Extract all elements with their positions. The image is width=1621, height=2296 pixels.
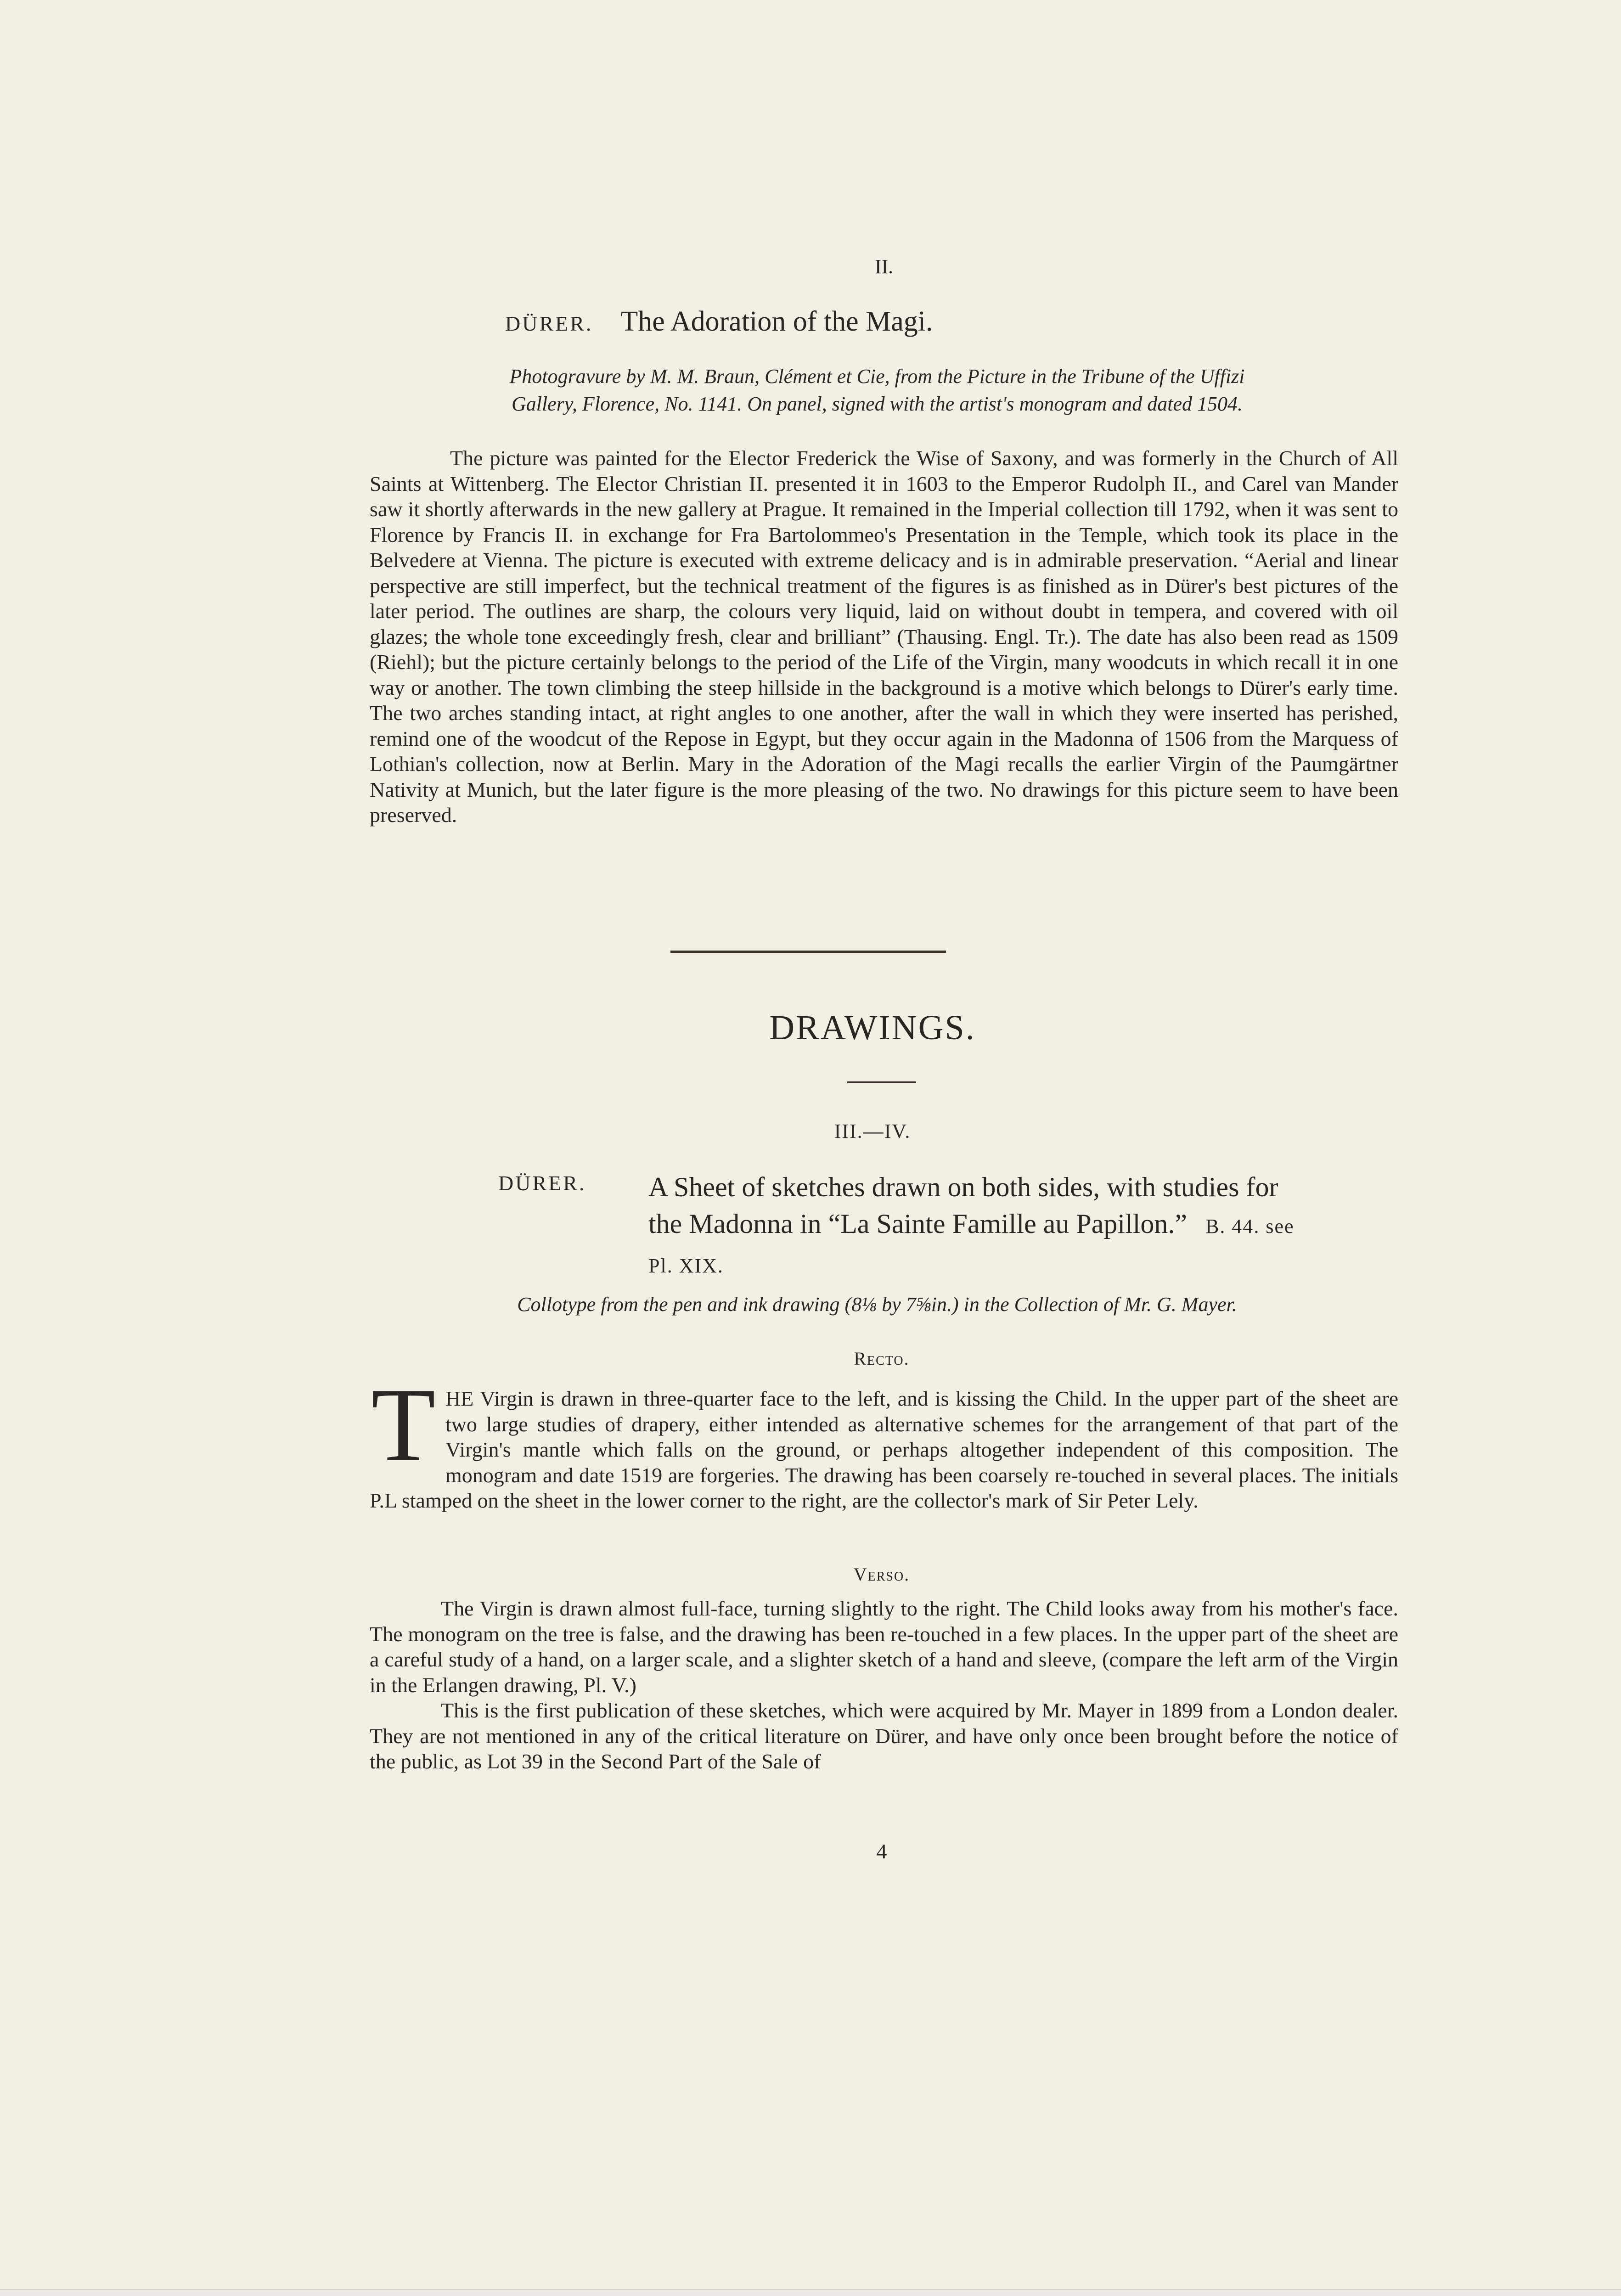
credit-line-2: Gallery, Florence, No. 1141. On panel, signed with the artist's monogram and dated 1504. [511,393,1243,415]
drawing-title-text: A Sheet of sketches drawn on both sides, with studies for the Madonna in “La Sainte Famille au Papillon.” [648,1172,1278,1239]
artwork-title: The Adoration of the Magi. [620,306,933,337]
recto-paragraph-text: HE Virgin is drawn in three-quarter face to the left, and is kissing the Child. In the upper part of the sheet are two large studies of drapery, either intended as alternative schemes for the arrangement of that part of the Virgin's mantle which falls on the ground, or perhaps altogether independent of this composition. The monogram and date 1519 are forgeries. The drawing has been coarsely re-touched in several places. The initials P.L stamped on the sheet in the lower corner to the right, are the collector's mark of Sir Peter Lely. [370,1387,1398,1512]
body-text [370,445,1398,828]
section-number: II. [874,255,894,278]
drop-cap-space [370,1386,445,1488]
artist-name: DÜRER. [498,1171,586,1195]
viewer-footer [0,2289,1621,2296]
short-rule [847,1081,916,1083]
verso-heading: Verso. [853,1564,910,1585]
recto-paragraph [370,1386,1398,1514]
recto-heading: Recto. [854,1348,910,1369]
credit-line-1: Photogravure by M. M. Braun, Clément et Cie, from the Picture in the Tribune of the Uffizi [509,365,1245,388]
section-heading [505,305,1240,338]
verso-paragraph: The Virgin is drawn almost full-face, turning slightly to the right. The Child looks away from his mother's face. The monogram on the tree is false, and the drawing has been re-touched in a few places. In the upper part of the sheet are a careful study of a hand, on a larger scale, and a slighter sketch of a hand and sleeve, (compare the left arm of the Virgin in the Erlangen drawing, Pl. V.) [370,1597,1398,1697]
credit-line [358,363,1396,418]
section-number: III.—IV. [834,1120,911,1142]
plate-reference: B. 44. see Pl. XIX. [648,1215,1295,1277]
verso-paragraph: This is the first publication of these sketches, which were acquired by Mr. Mayer in 1899 from a London dealer. They are not mentioned in any of the critical literature on Dürer, and have only once been brought before the notice of the public, as Lot 39 in the Second Part of the Sale of [370,1699,1398,1773]
drop-cap: T [371,1366,436,1483]
section-divider [670,951,946,953]
drawing-title [648,1169,1314,1284]
drawings-heading: DRAWINGS. [769,1008,976,1047]
page-number: 4 [876,1840,887,1863]
recto-text [370,1386,1398,1514]
verso-text [370,1596,1398,1774]
body-paragraph: The picture was painted for the Elector Frederick the Wise of Saxony, and was formerly in the Church of All Saints at Wittenberg. The Elector Christian II. presented it in 1603 to the Emperor Rudolph II., and Carel van Mander saw it shortly afterwards in the new gallery at Prague. It remained in the Imperial collection till 1792, when it was sent to Florence by Francis II. in exchange for Fra Bartolommeo's Presentation in the Temple, which took its place in the Belvedere at Vienna. The picture is executed with extreme delicacy and is in admirable preservation. “Aerial and linear perspective are still imperfect, but the technical treatment of the figures is as finished as in Dürer's best pictures of the later period. The outlines are sharp, the colours very liquid, laid on without doubt in tempera, and covered with oil glazes; the whole tone exceedingly fresh, clear and brilliant” (Thausing. Engl. Tr.). The date has also been read as 1509 (Riehl); but the picture certainly belongs to the period of the Life of the Virgin, many woodcuts in which recall it in one way or another. The town climbing the steep hillside in the background is a motive which belongs to Dürer's early time. The two arches standing intact, at right angles to one another, after the wall in which they were inserted has perished, remind one of the woodcut of the Repose in Egypt, but they occur again in the Madonna of 1506 from the Marquess of Lothian's collection, now at Berlin. Mary in the Adoration of the Magi recalls the earlier Virgin of the Paumgärtner Nativity at Munich, but the later figure is the more pleasing of the two. No drawings for this picture seem to have been preserved. [370,446,1398,827]
credit-line: Collotype from the pen and ink drawing (8⅛ by 7⅝in.) in the Collection of Mr. G. Mayer. [517,1293,1237,1316]
artist-name: DÜRER. [505,312,593,335]
